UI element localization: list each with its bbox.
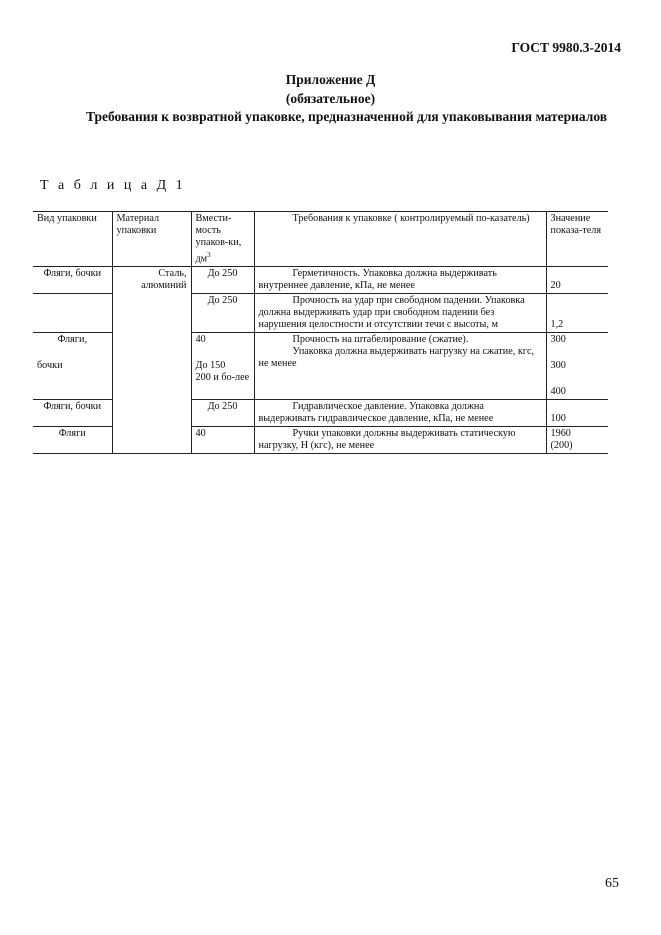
requirements-table <box>33 211 608 454</box>
cell-type: Фляги, бочки <box>33 267 112 294</box>
cell-type: Фляги, бочки <box>33 400 112 427</box>
cell-requirement: Гидравлическое давление. Упаковка должна выдерживать гидравлическое давление, кПа, не менее <box>254 400 546 427</box>
cell-capacity: 40 <box>191 427 254 454</box>
cell-value: 1960 (200) <box>546 427 608 454</box>
cell-capacity: 40 До 150 200 и бо-лее <box>191 333 254 400</box>
cell-requirement: Прочность на удар при свободном падении. Упаковка должна выдерживать удар при свободном падении без нарушения целостности и отсутствии течи с высоты, м <box>254 294 546 333</box>
table-header-row <box>33 212 608 267</box>
cell-capacity: До 250 <box>191 294 254 333</box>
cell-value: 100 <box>546 400 608 427</box>
cell-type <box>33 294 112 333</box>
cell-type: Фляги, бочки <box>33 333 112 400</box>
cell-capacity: До 250 <box>191 400 254 427</box>
col-header-material: Материал упаковки <box>112 212 191 267</box>
table-row <box>33 267 608 294</box>
appendix-title: Приложение Д <box>285 72 376 87</box>
cell-material: Сталь, алюминий <box>112 267 191 454</box>
cell-value: 1,2 <box>546 294 608 333</box>
table-caption: Т а б л и ц а Д 1 <box>40 178 186 193</box>
col-header-requirements: Требования к упаковке ( контролируемый по-казатель) <box>254 212 546 267</box>
col-header-value: Значение показа-теля <box>546 212 608 267</box>
cell-requirement: Ручки упаковки должны выдерживать статическую нагрузку, Н (кгс), не менее <box>254 427 546 454</box>
cell-type: Фляги <box>33 427 112 454</box>
col-header-capacity: Вмести-мость упаков-ки, $дм^3$ <box>191 212 254 267</box>
requirements-title: Требования к возвратной упаковке, предназначенной для упаковывания материалов <box>86 109 608 124</box>
cell-value: 20 <box>546 267 608 294</box>
cell-requirement: Герметичность. Упаковка должна выдерживать внутреннее давление, кПа, не менее <box>254 267 546 294</box>
appendix-status: (обязательное) <box>285 91 376 106</box>
standard-number: ГОСТ 9980.3-2014 <box>511 40 621 55</box>
col-header-type: Вид упаковки <box>33 212 112 267</box>
cell-capacity: До 250 <box>191 267 254 294</box>
cell-value: 300 300 400 <box>546 333 608 400</box>
page-number: 65 <box>605 876 619 891</box>
cell-requirement: Прочность на штабелирование (сжатие). Упаковка должна выдерживать нагрузку на сжатие, кгс, не менее <box>254 333 546 400</box>
